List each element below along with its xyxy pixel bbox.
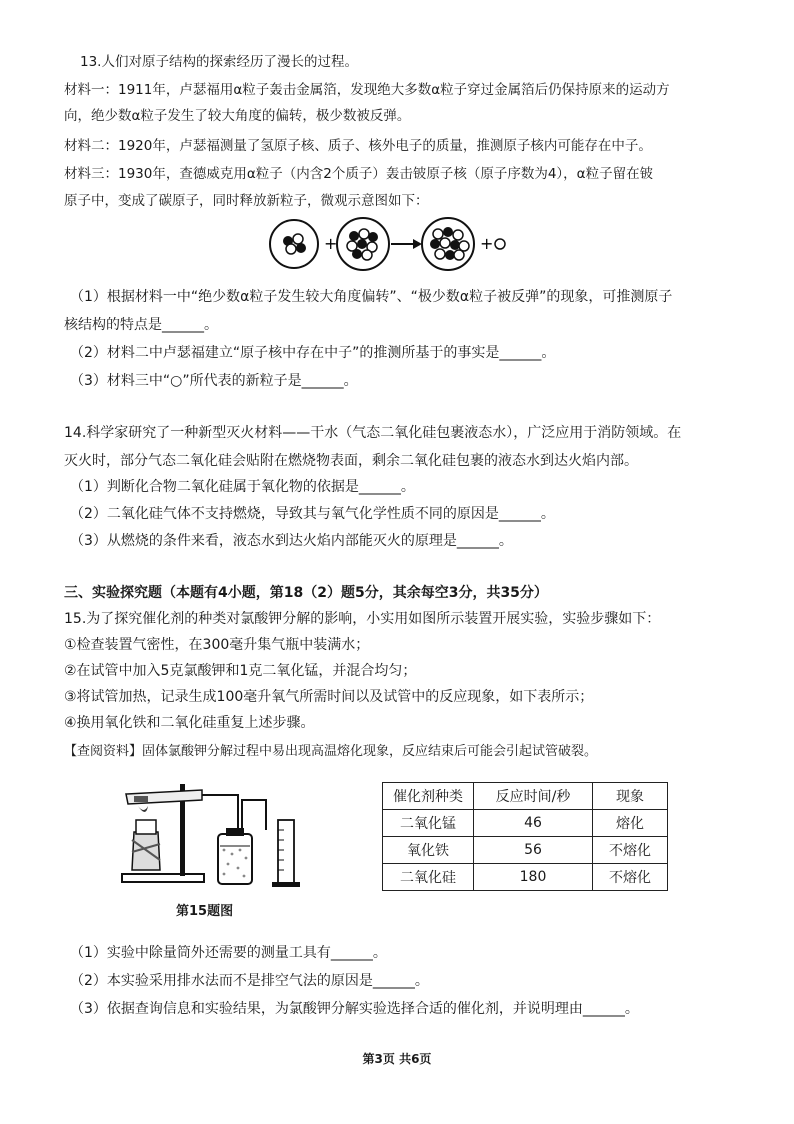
q15-sub-1: （1）实验中除量筒外还需要的测量工具有______。 bbox=[70, 945, 387, 961]
q15-sub-2: （2）本实验采用排水法而不是排空气法的原因是______。 bbox=[70, 973, 429, 989]
q14-stem-line-2: 灭火时，部分气态二氧化硅会贴附在燃烧物表面，剩余二氧化硅包裹的液态水到达火焰内部。 bbox=[64, 453, 638, 469]
table-cell: 46 bbox=[474, 810, 593, 837]
table-cell: 180 bbox=[474, 864, 593, 891]
table-header-cell: 催化剂种类 bbox=[383, 783, 474, 810]
q15-step-1: ①检查装置气密性，在300毫升集气瓶中装满水； bbox=[64, 637, 370, 653]
table-cell: 不熔化 bbox=[593, 864, 668, 891]
q15-reference-note: 【查阅资料】固体氯酸钾分解过程中易出现高温熔化现象，反应结束后可能会引起试管破裂。 bbox=[64, 744, 598, 759]
table-row bbox=[383, 864, 668, 891]
q15-step-2: ②在试管中加入5克氯酸钾和1克二氧化锰，并混合均匀； bbox=[64, 663, 417, 679]
q13-material-3-line-2: 原子中，变成了碳原子，同时释放新粒子，微观示意图如下： bbox=[64, 193, 429, 209]
test-tube-icon bbox=[126, 790, 202, 804]
table-cell: 熔化 bbox=[593, 810, 668, 837]
page-footer: 第3页 共6页 bbox=[362, 1052, 432, 1066]
atom-reaction-diagram bbox=[260, 214, 510, 274]
q13-material-1-line-1: 材料一：1911年，卢瑟福用α粒子轰击金属箔，发现绝大多数α粒子穿过金属箔后仍保持原来的运动方 bbox=[64, 82, 670, 98]
table-cell: 不熔化 bbox=[593, 837, 668, 864]
table-cell: 56 bbox=[474, 837, 593, 864]
q15-step-3: ③将试管加热，记录生成100毫升氧气所需时间以及试管中的反应现象，如下表所示； bbox=[64, 689, 594, 705]
table-row bbox=[383, 837, 668, 864]
q13-material-3-line-1: 材料三：1930年，查德威克用α粒子（内含2个质子）轰击铍原子核（原子序数为4），α粒子留在铍 bbox=[64, 166, 654, 182]
figure-caption: 第15题图 bbox=[176, 904, 234, 919]
q15-intro: 15.为了探究催化剂的种类对氯酸钾分解的影响，小实用如图所示装置开展实验，实验步骤如下： bbox=[64, 611, 661, 627]
table-cell: 二氧化锰 bbox=[383, 810, 474, 837]
q14-stem-line-1: 14.科学家研究了一种新型灭火材料——干水（气态二氧化硅包裹液态水），广泛应用于消防领域。在 bbox=[64, 425, 682, 441]
stand-base-icon bbox=[122, 874, 204, 882]
beryllium-nucleus-icon bbox=[337, 218, 389, 270]
table-header-cell: 反应时间/秒 bbox=[474, 783, 593, 810]
q15-step-4: ④换用氧化铁和二氧化硅重复上述步骤。 bbox=[64, 715, 315, 731]
q14-sub-3: （3）从燃烧的条件来看，液态水到达火焰内部能灭火的原理是______。 bbox=[70, 533, 513, 549]
graduated-cylinder-icon bbox=[272, 820, 300, 887]
alpha-particle-icon bbox=[270, 220, 318, 268]
alcohol-lamp-icon bbox=[132, 806, 160, 870]
gas-bottle-icon bbox=[218, 828, 252, 884]
reaction-arrow-icon bbox=[391, 239, 422, 249]
q13-title: 13.人们对原子结构的探索经历了漫长的过程。 bbox=[80, 54, 358, 70]
plus-sign-2: + bbox=[480, 234, 494, 253]
q13-material-1-line-2: 向，绝少数α粒子发生了较大角度的偏转，极少数被反弹。 bbox=[64, 108, 411, 124]
table-cell: 氧化铁 bbox=[383, 837, 474, 864]
q14-sub-1: （1）判断化合物二氧化硅属于氧化物的依据是______。 bbox=[70, 479, 415, 495]
q13-material-2: 材料二：1920年，卢瑟福测量了氢原子核、质子、核外电子的质量，推测原子核内可能存在中子。 bbox=[64, 138, 652, 154]
q13-sub-1-line-2: 核结构的特点是______。 bbox=[64, 317, 218, 333]
neutron-icon bbox=[495, 239, 505, 249]
q14-sub-2: （2）二氧化硅气体不支持燃烧，导致其与氧气化学性质不同的原因是______。 bbox=[70, 506, 555, 522]
table-header-cell: 现象 bbox=[593, 783, 668, 810]
delivery-tube-icon bbox=[202, 795, 238, 830]
experiment-apparatus-figure bbox=[118, 770, 318, 896]
carbon-nucleus-icon bbox=[422, 218, 474, 270]
plus-sign-1: + bbox=[324, 234, 338, 253]
q13-sub-3: （3）材料三中“○”所代表的新粒子是______。 bbox=[70, 373, 358, 389]
table-header-row bbox=[383, 783, 668, 810]
catalyst-results-table bbox=[382, 782, 668, 891]
section-3-heading: 三、实验探究题（本题有4小题，第18（2）题5分，其余每空3分，共35分） bbox=[64, 585, 548, 601]
q13-sub-2: （2）材料二中卢瑟福建立“原子核中存在中子”的推测所基于的事实是______。 bbox=[70, 345, 556, 361]
q15-sub-3: （3）依据查询信息和实验结果，为氯酸钾分解实验选择合适的催化剂，并说明理由______。 bbox=[70, 1001, 639, 1017]
table-cell: 二氧化硅 bbox=[383, 864, 474, 891]
table-row bbox=[383, 810, 668, 837]
q13-sub-1-line-1: （1）根据材料一中“绝少数α粒子发生较大角度偏转”、“极少数α粒子被反弹”的现象，可推测原子 bbox=[70, 289, 673, 305]
